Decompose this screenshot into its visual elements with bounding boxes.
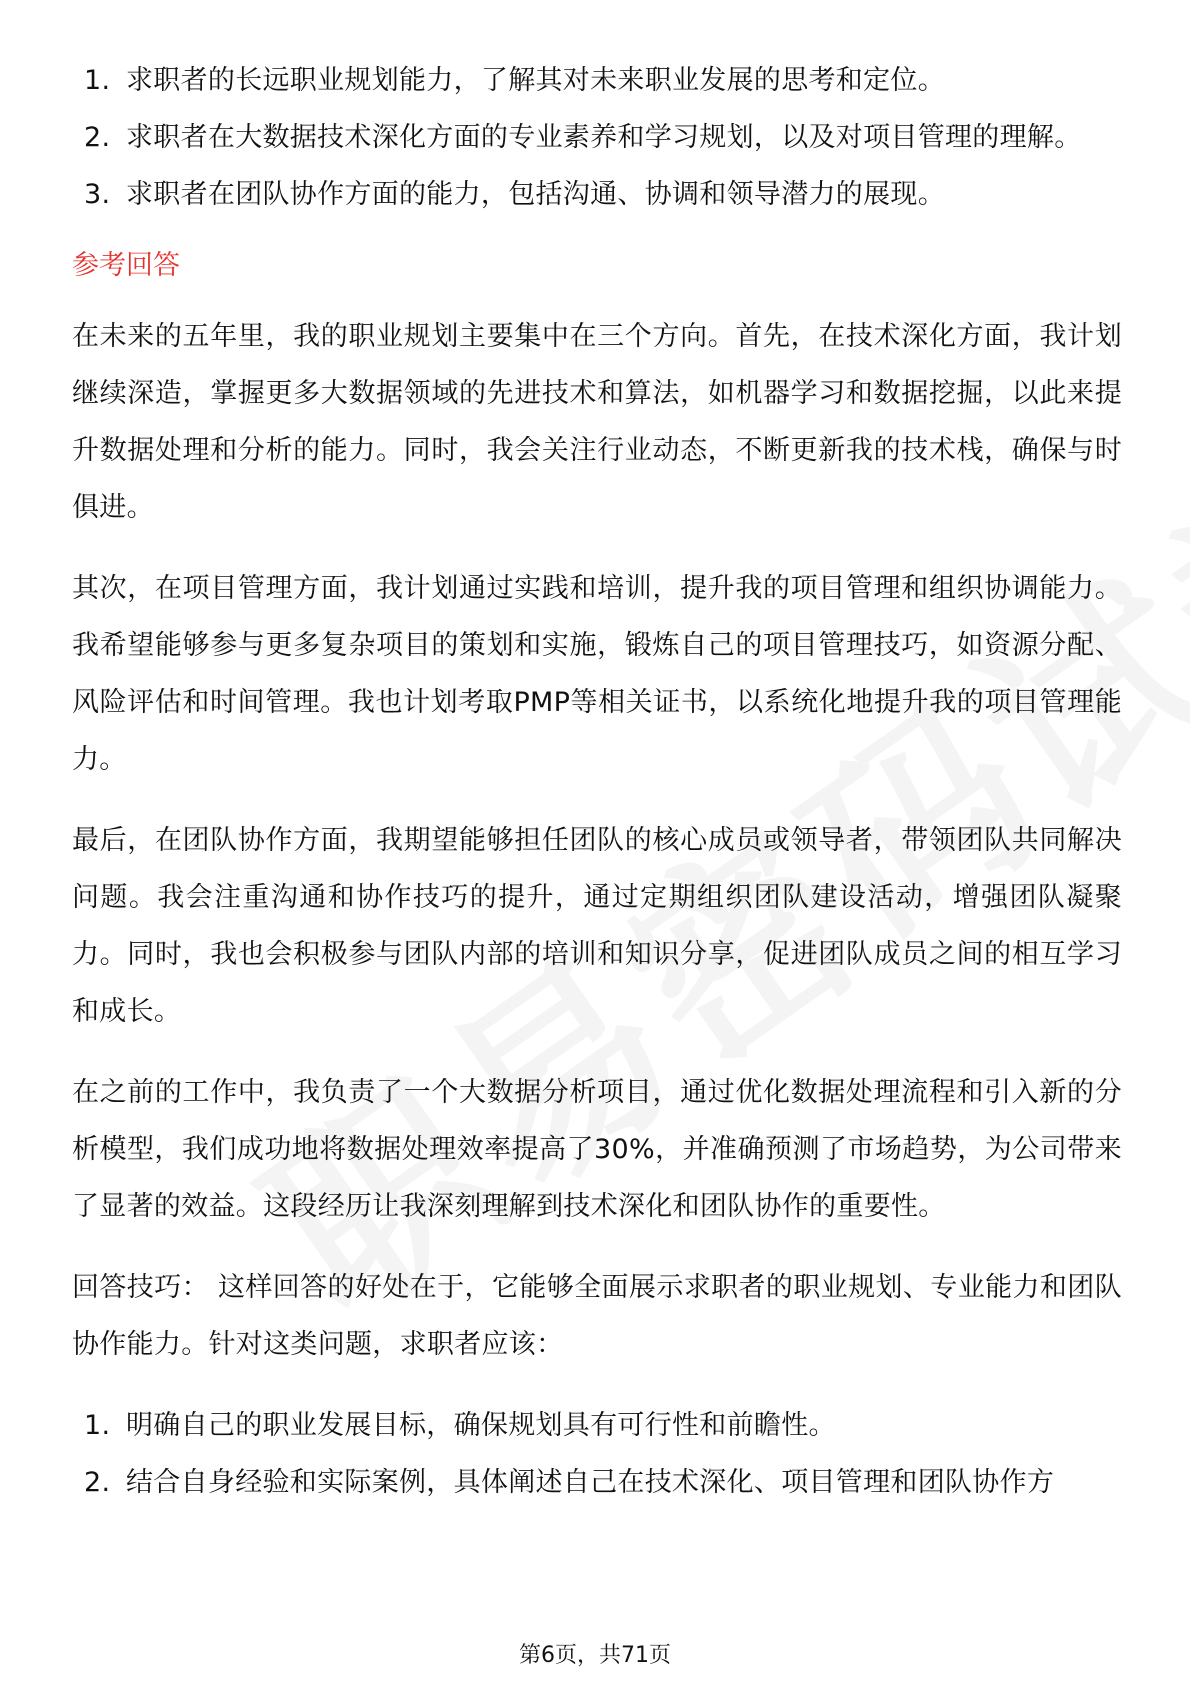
section-title: 参考回答 [72, 250, 180, 281]
tips-paragraph: 回答技巧： 这样回答的好处在于，它能够全面展示求职者的职业规划、专业能力和团队协作能力。针对这类问题，求职者应该： [72, 1272, 1122, 1360]
list-number: 1. [84, 1410, 111, 1441]
tips-list [72, 1397, 1122, 1511]
answer-paragraph: 在未来的五年里，我的职业规划主要集中在三个方向。首先，在技术深化方面，我计划继续深造，掌握更多大数据领域的先进技术和算法，如机器学习和数据挖掘，以此来提升数据处理和分析的能力。同时，我会关注行业动态，不断更新我的技术栈，确保与时俱进。 [72, 321, 1122, 523]
list-item [72, 1397, 1122, 1454]
list-item [72, 166, 1122, 223]
list-text: 结合自身经验和实际案例，具体阐述自己在技术深化、项目管理和团队协作方 [126, 1467, 1055, 1498]
evaluation-points-list [72, 52, 1122, 223]
answer-paragraph: 最后，在团队协作方面，我期望能够担任团队的核心成员或领导者，带领团队共同解决问题。我会注重沟通和协作技巧的提升，通过定期组织团队建设活动，增强团队凝聚力。同时，我也会积极参与团队内部的培训和知识分享，促进团队成员之间的相互学习和成长。 [72, 825, 1122, 1027]
list-item [72, 1454, 1122, 1511]
page-number-footer: 第6页，共71页 [519, 1643, 671, 1668]
list-item [72, 52, 1122, 109]
page-content [72, 52, 1122, 1511]
list-text: 明确自己的职业发展目标，确保规划具有可行性和前瞻性。 [126, 1410, 836, 1441]
answer-paragraph: 在之前的工作中，我负责了一个大数据分析项目，通过优化数据处理流程和引入新的分析模型，我们成功地将数据处理效率提高了30%，并准确预测了市场趋势，为公司带来了显著的效益。这段经历让我深刻理解到技术深化和团队协作的重要性。 [72, 1077, 1122, 1222]
list-number: 3. [84, 179, 111, 210]
list-number: 2. [84, 1467, 111, 1498]
list-item [72, 109, 1122, 166]
list-text: 求职者在团队协作方面的能力，包括沟通、协调和领导潜力的展现。 [126, 179, 945, 210]
list-number: 1. [84, 65, 111, 96]
list-text: 求职者的长远职业规划能力，了解其对未来职业发展的思考和定位。 [126, 65, 945, 96]
list-text: 求职者在大数据技术深化方面的专业素养和学习规划，以及对项目管理的理解。 [126, 122, 1082, 153]
answer-paragraph: 其次，在项目管理方面，我计划通过实践和培训，提升我的项目管理和组织协调能力。我希望能够参与更多复杂项目的策划和实施，锻炼自己的项目管理技巧，如资源分配、风险评估和时间管理。我也计划考取PMP等相关证书，以系统化地提升我的项目管理能力。 [72, 573, 1122, 775]
list-number: 2. [84, 122, 111, 153]
